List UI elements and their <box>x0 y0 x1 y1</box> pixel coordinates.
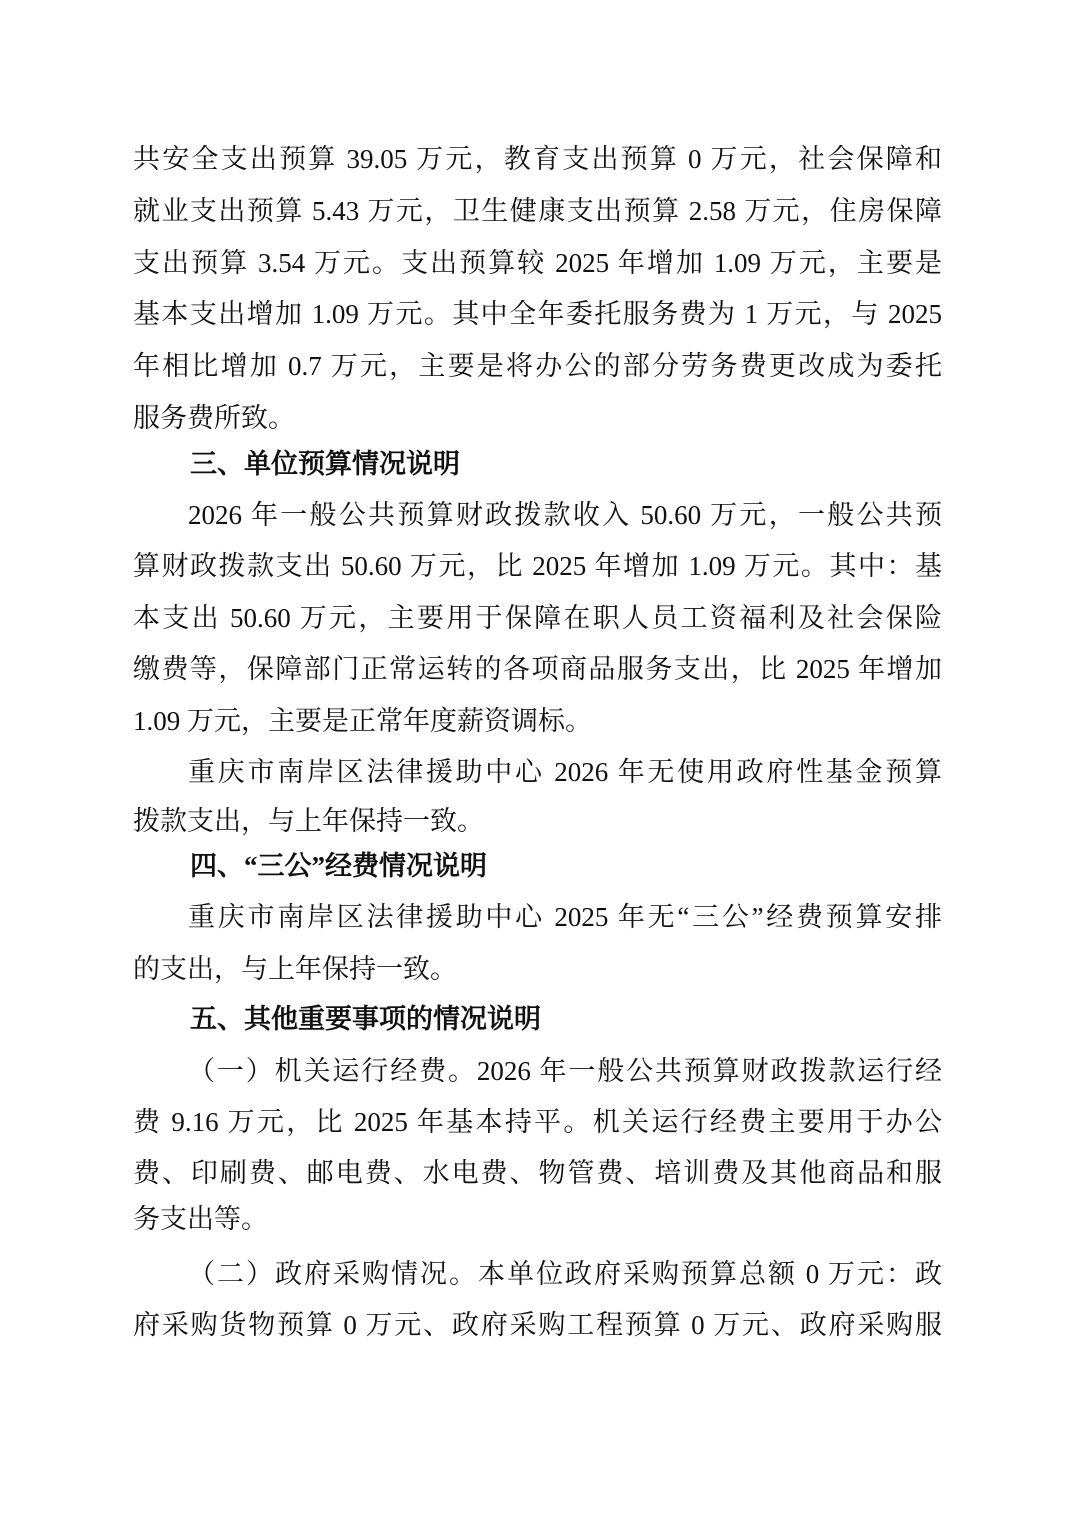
text-line: 的支出，与上年保持一致。 <box>133 954 457 984</box>
text-line: （二）政府采购情况。本单位政府采购预算总额 0 万元：政 <box>188 1259 942 1289</box>
text-line: 支出预算 3.54 万元。支出预算较 2025 年增加 1.09 万元，主要是 <box>133 248 942 278</box>
text-line: 共安全支出预算 39.05 万元，教育支出预算 0 万元，社会保障和 <box>133 144 942 174</box>
text-line: 务支出等。 <box>133 1204 268 1234</box>
text-line: 1.09 万元，主要是正常年度薪资调标。 <box>133 706 592 736</box>
text-line: 缴费等，保障部门正常运转的各项商品服务支出，比 2025 年增加 <box>133 654 942 684</box>
text-line: 重庆市南岸区法律援助中心 2026 年无使用政府性基金预算 <box>188 757 942 787</box>
text-line: 费、印刷费、邮电费、水电费、物管费、培训费及其他商品和服 <box>133 1158 942 1188</box>
text-line: 拨款支出，与上年保持一致。 <box>133 806 484 836</box>
text-line: 重庆市南岸区法律援助中心 2025 年无“三公”经费预算安排 <box>188 902 942 932</box>
section-heading: 五、其他重要事项的情况说明 <box>190 1004 541 1034</box>
text-line: （一）机关运行经费。2026 年一般公共预算财政拨款运行经 <box>188 1056 942 1086</box>
text-line: 服务费所致。 <box>133 403 295 433</box>
text-line: 2026 年一般公共预算财政拨款收入 50.60 万元，一般公共预 <box>188 500 942 530</box>
text-line: 基本支出增加 1.09 万元。其中全年委托服务费为 1 万元，与 2025 <box>133 299 942 329</box>
text-line: 本支出 50.60 万元，主要用于保障在职人员工资福利及社会保险 <box>133 603 942 633</box>
text-line: 府采购货物预算 0 万元、政府采购工程预算 0 万元、政府采购服 <box>133 1310 942 1340</box>
text-line: 就业支出预算 5.43 万元，卫生健康支出预算 2.58 万元，住房保障 <box>133 196 942 226</box>
section-heading: 三、单位预算情况说明 <box>190 449 460 479</box>
section-heading: 四、“三公”经费情况说明 <box>190 851 487 881</box>
text-line: 费 9.16 万元，比 2025 年基本持平。机关运行经费主要用于办公 <box>133 1107 942 1137</box>
text-line: 算财政拨款支出 50.60 万元，比 2025 年增加 1.09 万元。其中：基 <box>133 551 942 581</box>
text-line: 年相比增加 0.7 万元，主要是将办公的部分劳务费更改成为委托 <box>133 351 942 381</box>
